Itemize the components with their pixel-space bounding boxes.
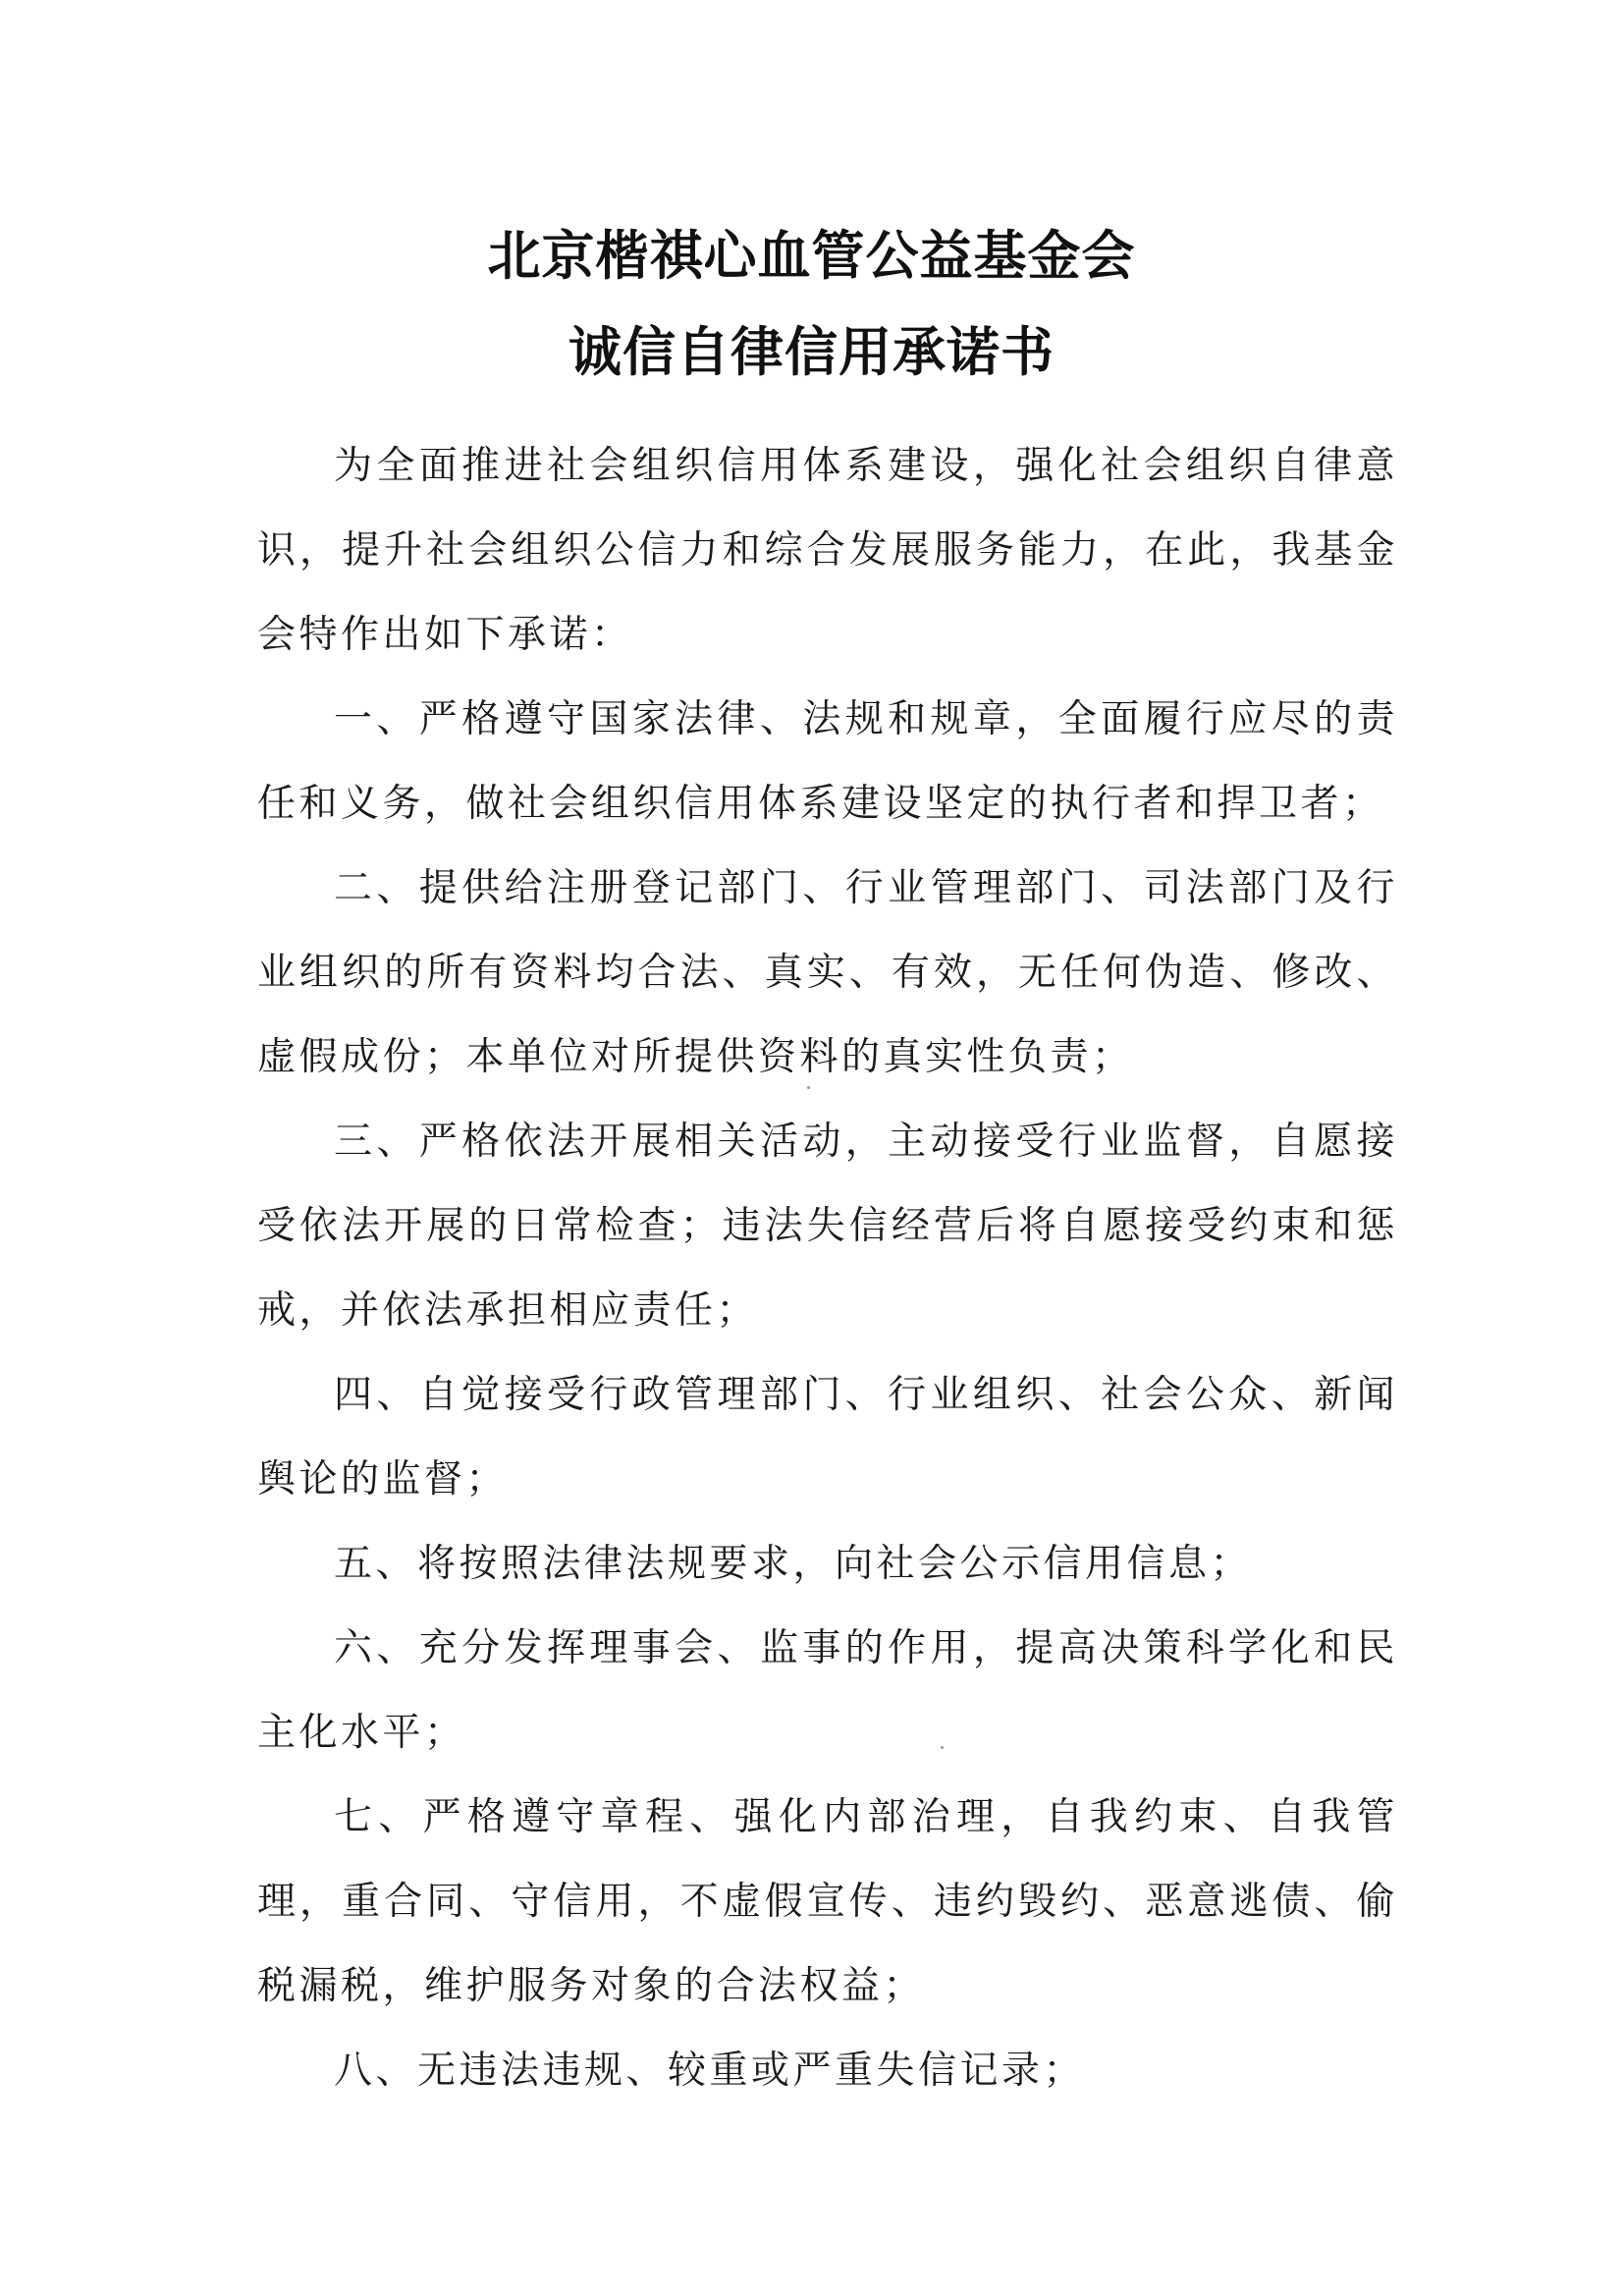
scan-speck <box>941 1746 944 1749</box>
commitment-item-8: 八、无违法违规、较重或严重失信记录； <box>334 2049 1086 2093</box>
commitment-item-4: 四、自觉接受行政管理部门、行业组织、社会公众、新闻舆论的监督； <box>257 1373 1398 1502</box>
commitment-item-2: 二、提供给注册登记部门、行业管理部门、司法部门及行业组织的所有资料均合法、真实、有效，无任何伪造、修改、虚假成份；本单位对所提供资料的真实性负责； <box>257 866 1398 1079</box>
commitment-item-1: 一、严格遵守国家法律、法规和规章，全面履行应尽的责任和义务，做社会组织信用体系建设坚定的执行者和捍卫者； <box>257 697 1398 826</box>
scan-speck <box>807 1086 810 1089</box>
document-body <box>257 424 1398 2113</box>
commitment-item-3: 三、严格依法开展相关活动，主动接受行业监督，自愿接受依法开展的日常检查；违法失信经营后将自愿接受约束和惩戒，并依法承担相应责任； <box>257 1120 1398 1333</box>
document-title-commitment: 诚信自律信用承诺书 <box>568 321 1055 383</box>
commitment-item-7: 七、严格遵守章程、强化内部治理，自我约束、自我管理，重合同、守信用，不虚假宣传、违约毁约、恶意逃债、偷税漏税，维护服务对象的合法权益； <box>257 1795 1398 2008</box>
intro-paragraph: 为全面推进社会组织信用体系建设，强化社会组织自律意识，提升社会组织公信力和综合发展服务能力，在此，我基金会特作出如下承诺： <box>257 444 1398 657</box>
commitment-item-6: 六、充分发挥理事会、监事的作用，提高决策科学化和民主化水平； <box>257 1626 1398 1755</box>
document-title-organization: 北京楷祺心血管公益基金会 <box>487 225 1136 287</box>
commitment-item-5: 五、将按照法律法规要求，向社会公示信用信息； <box>334 1542 1253 1586</box>
